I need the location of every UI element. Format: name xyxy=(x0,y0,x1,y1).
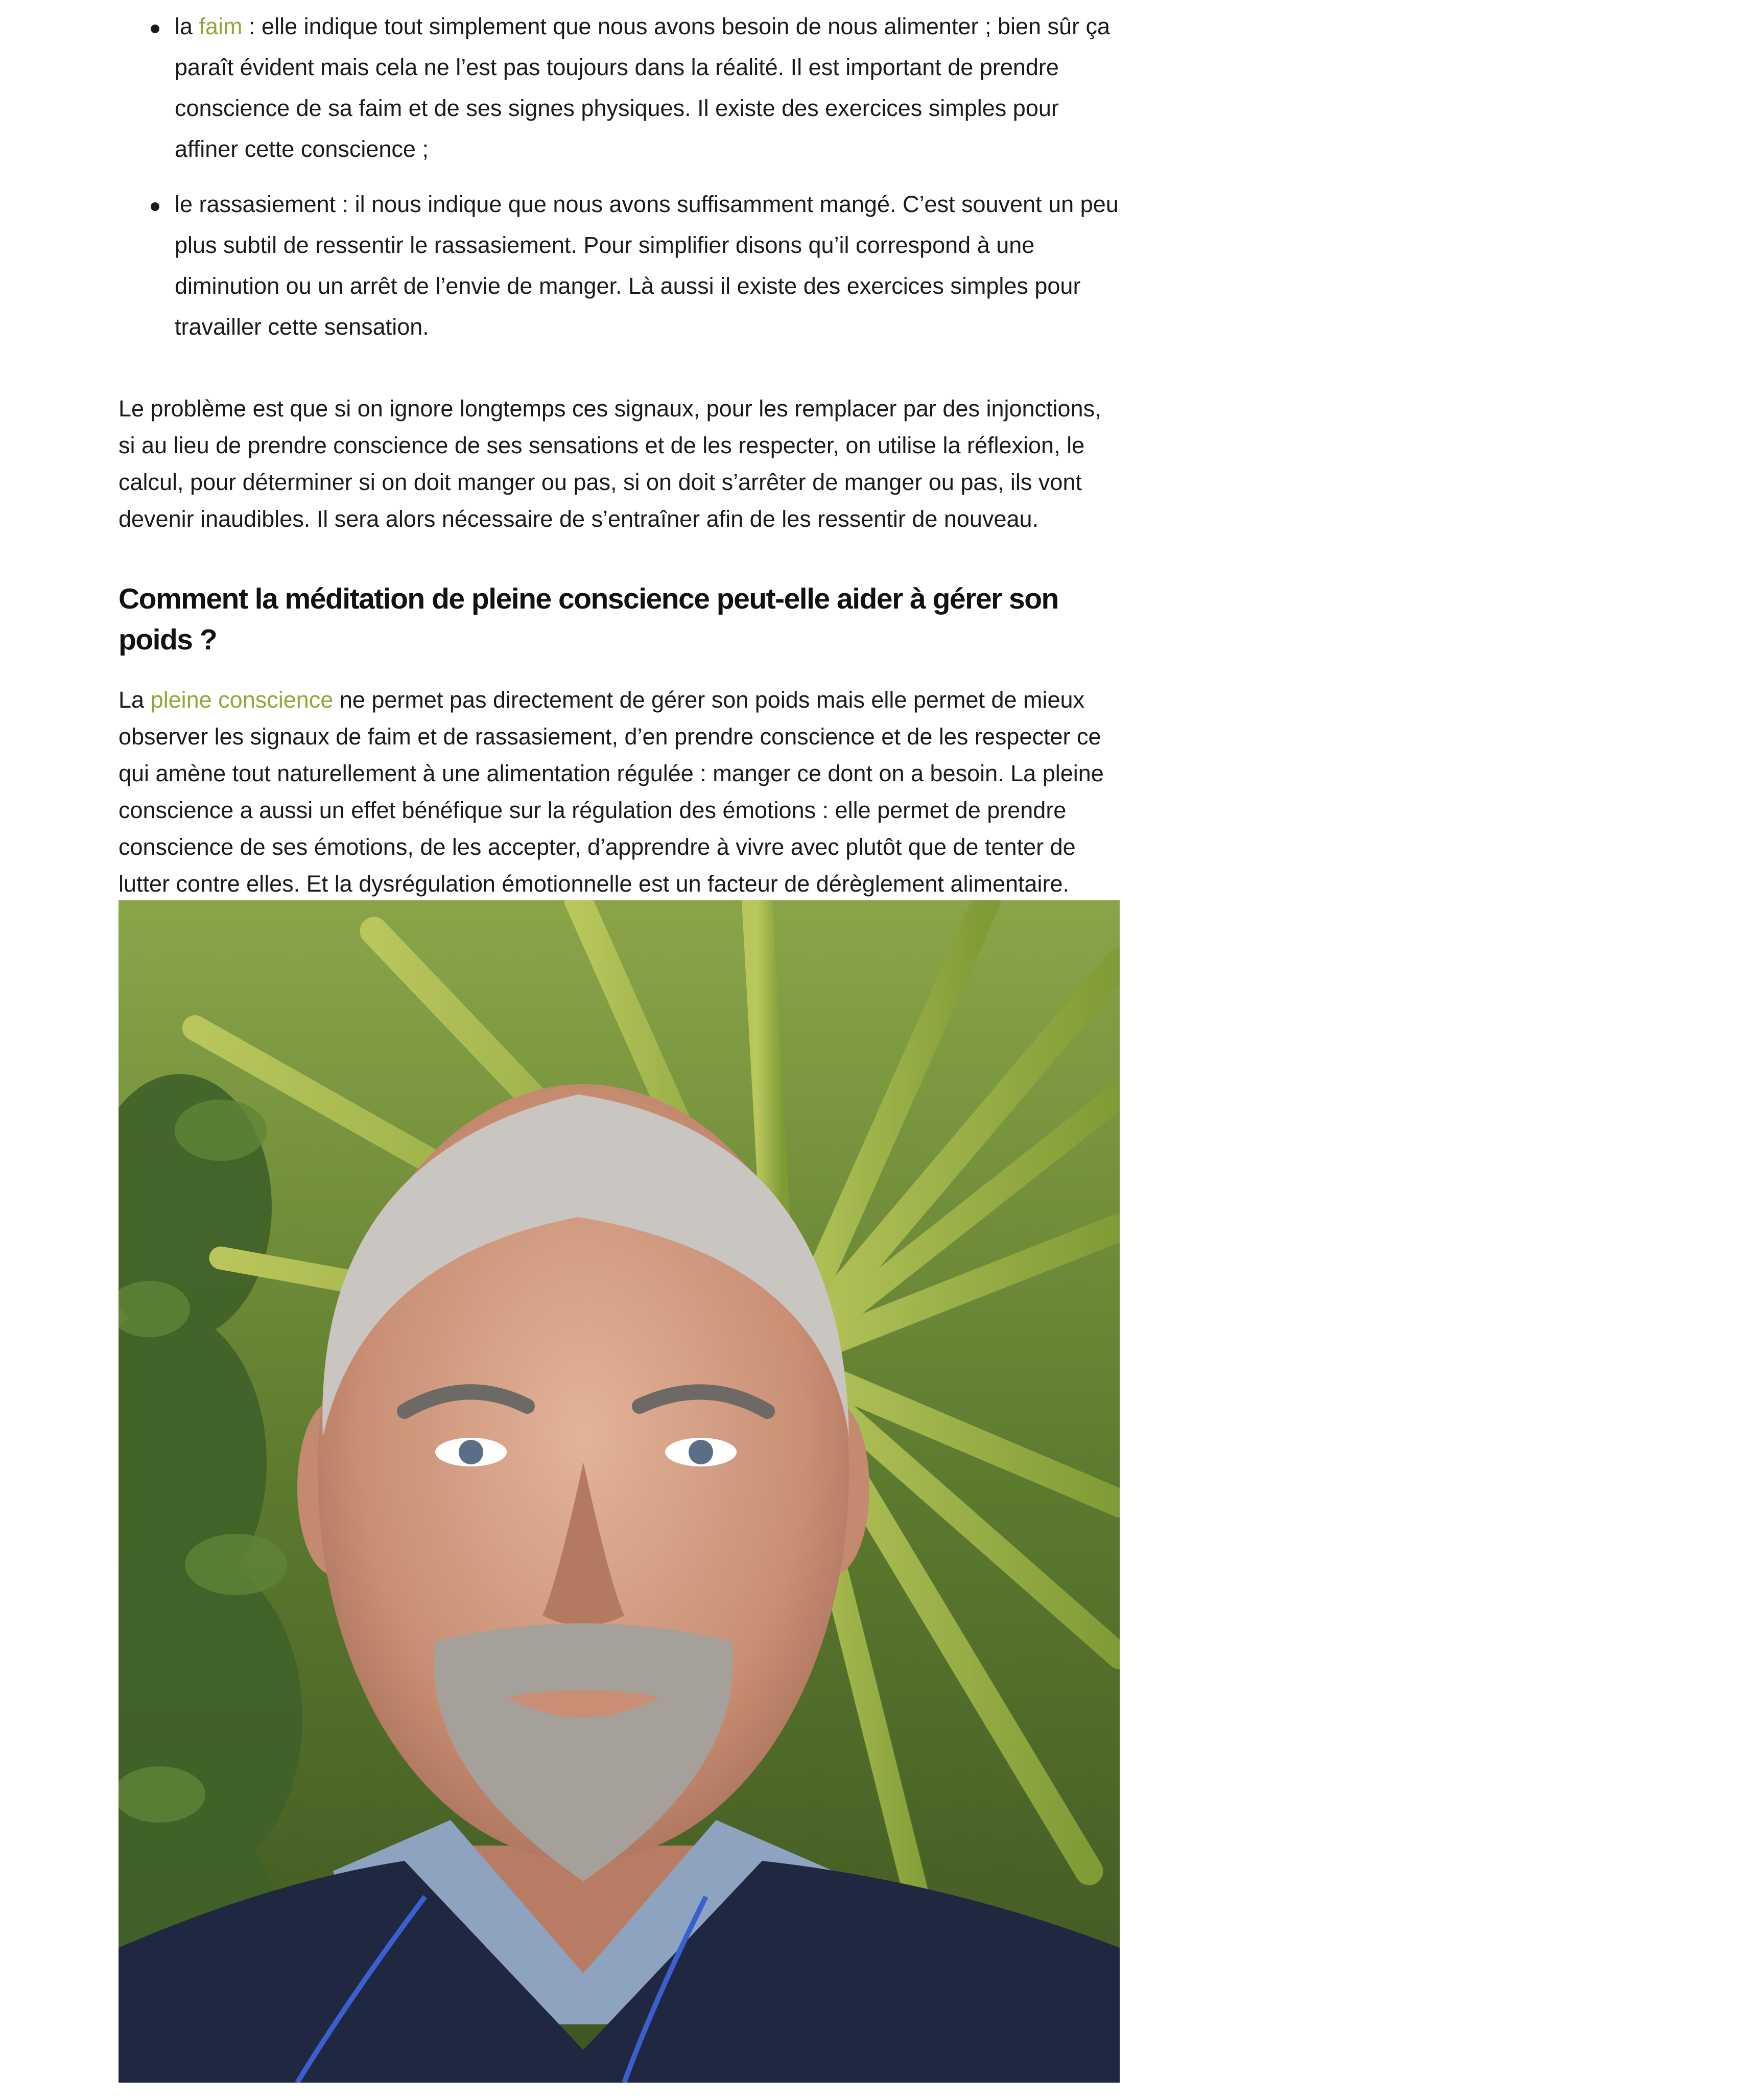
paragraph-mindfulness xyxy=(119,682,1120,902)
paragraph-text: ne permet pas directement de gérer son poids mais elle permet de mieux observer les signaux de faim et de rassasiement, d’en prendre conscience et de les respecter ce qui amène tout naturellement à une alimentation régulée : manger ce dont on a besoin. La pleine conscience a aussi un effet bénéfique sur la régulation des émotions : elle permet de prendre conscience de ses émotions, de les accepter, d’apprendre à vivre avec plutôt que de tenter de lutter contre elles. Et la dysrégulation émotionnelle est un facteur de dérèglement alimentaire. xyxy=(119,687,1104,897)
list-item-rassasiement xyxy=(119,184,1120,347)
portrait-photo xyxy=(119,900,1120,2083)
list-item-faim xyxy=(119,6,1120,170)
section-heading: Comment la méditation de pleine conscience peut-elle aider à gérer son poids ? xyxy=(119,582,1058,656)
list-item-text: le rassasiement : il nous indique que nous avons suffisamment mangé. C’est souvent un peu plus subtil de ressentir le rassasiement. Pour simplifier disons qu’il correspond à une diminution ou un arrêt de l’envie de manger. Là aussi il existe des exercices simples pour travailler cette sensation. xyxy=(175,191,1119,340)
paragraph-text: La xyxy=(119,687,151,713)
list-item-text: : elle indique tout simplement que nous avons besoin de nous alimenter ; bien sûr ça paraît évident mais cela ne l’est pas toujours dans la réalité. Il est important de prendre conscience de sa faim et de ses signes physiques. Il existe des exercices simples pour affiner cette conscience ; xyxy=(175,13,1111,162)
pleine-conscience-link[interactable]: pleine conscience xyxy=(150,687,334,713)
paragraph-signals: Le problème est que si on ignore longtemps ces signaux, pour les remplacer par des injonctions, si au lieu de prendre conscience de ses sensations et de les respecter, on utilise la réflexion, le calcul, pour déterminer si on doit manger ou pas, si on doit s’arrêter de manger ou pas, ils vont devenir inaudibles. Il sera alors nécessaire de s’entraîner afin de les ressentir de nouveau. xyxy=(119,395,1101,532)
list-item-text: la xyxy=(175,13,199,39)
article-body xyxy=(119,0,1120,902)
signals-list xyxy=(119,6,1120,347)
faim-link[interactable]: faim xyxy=(199,13,243,39)
